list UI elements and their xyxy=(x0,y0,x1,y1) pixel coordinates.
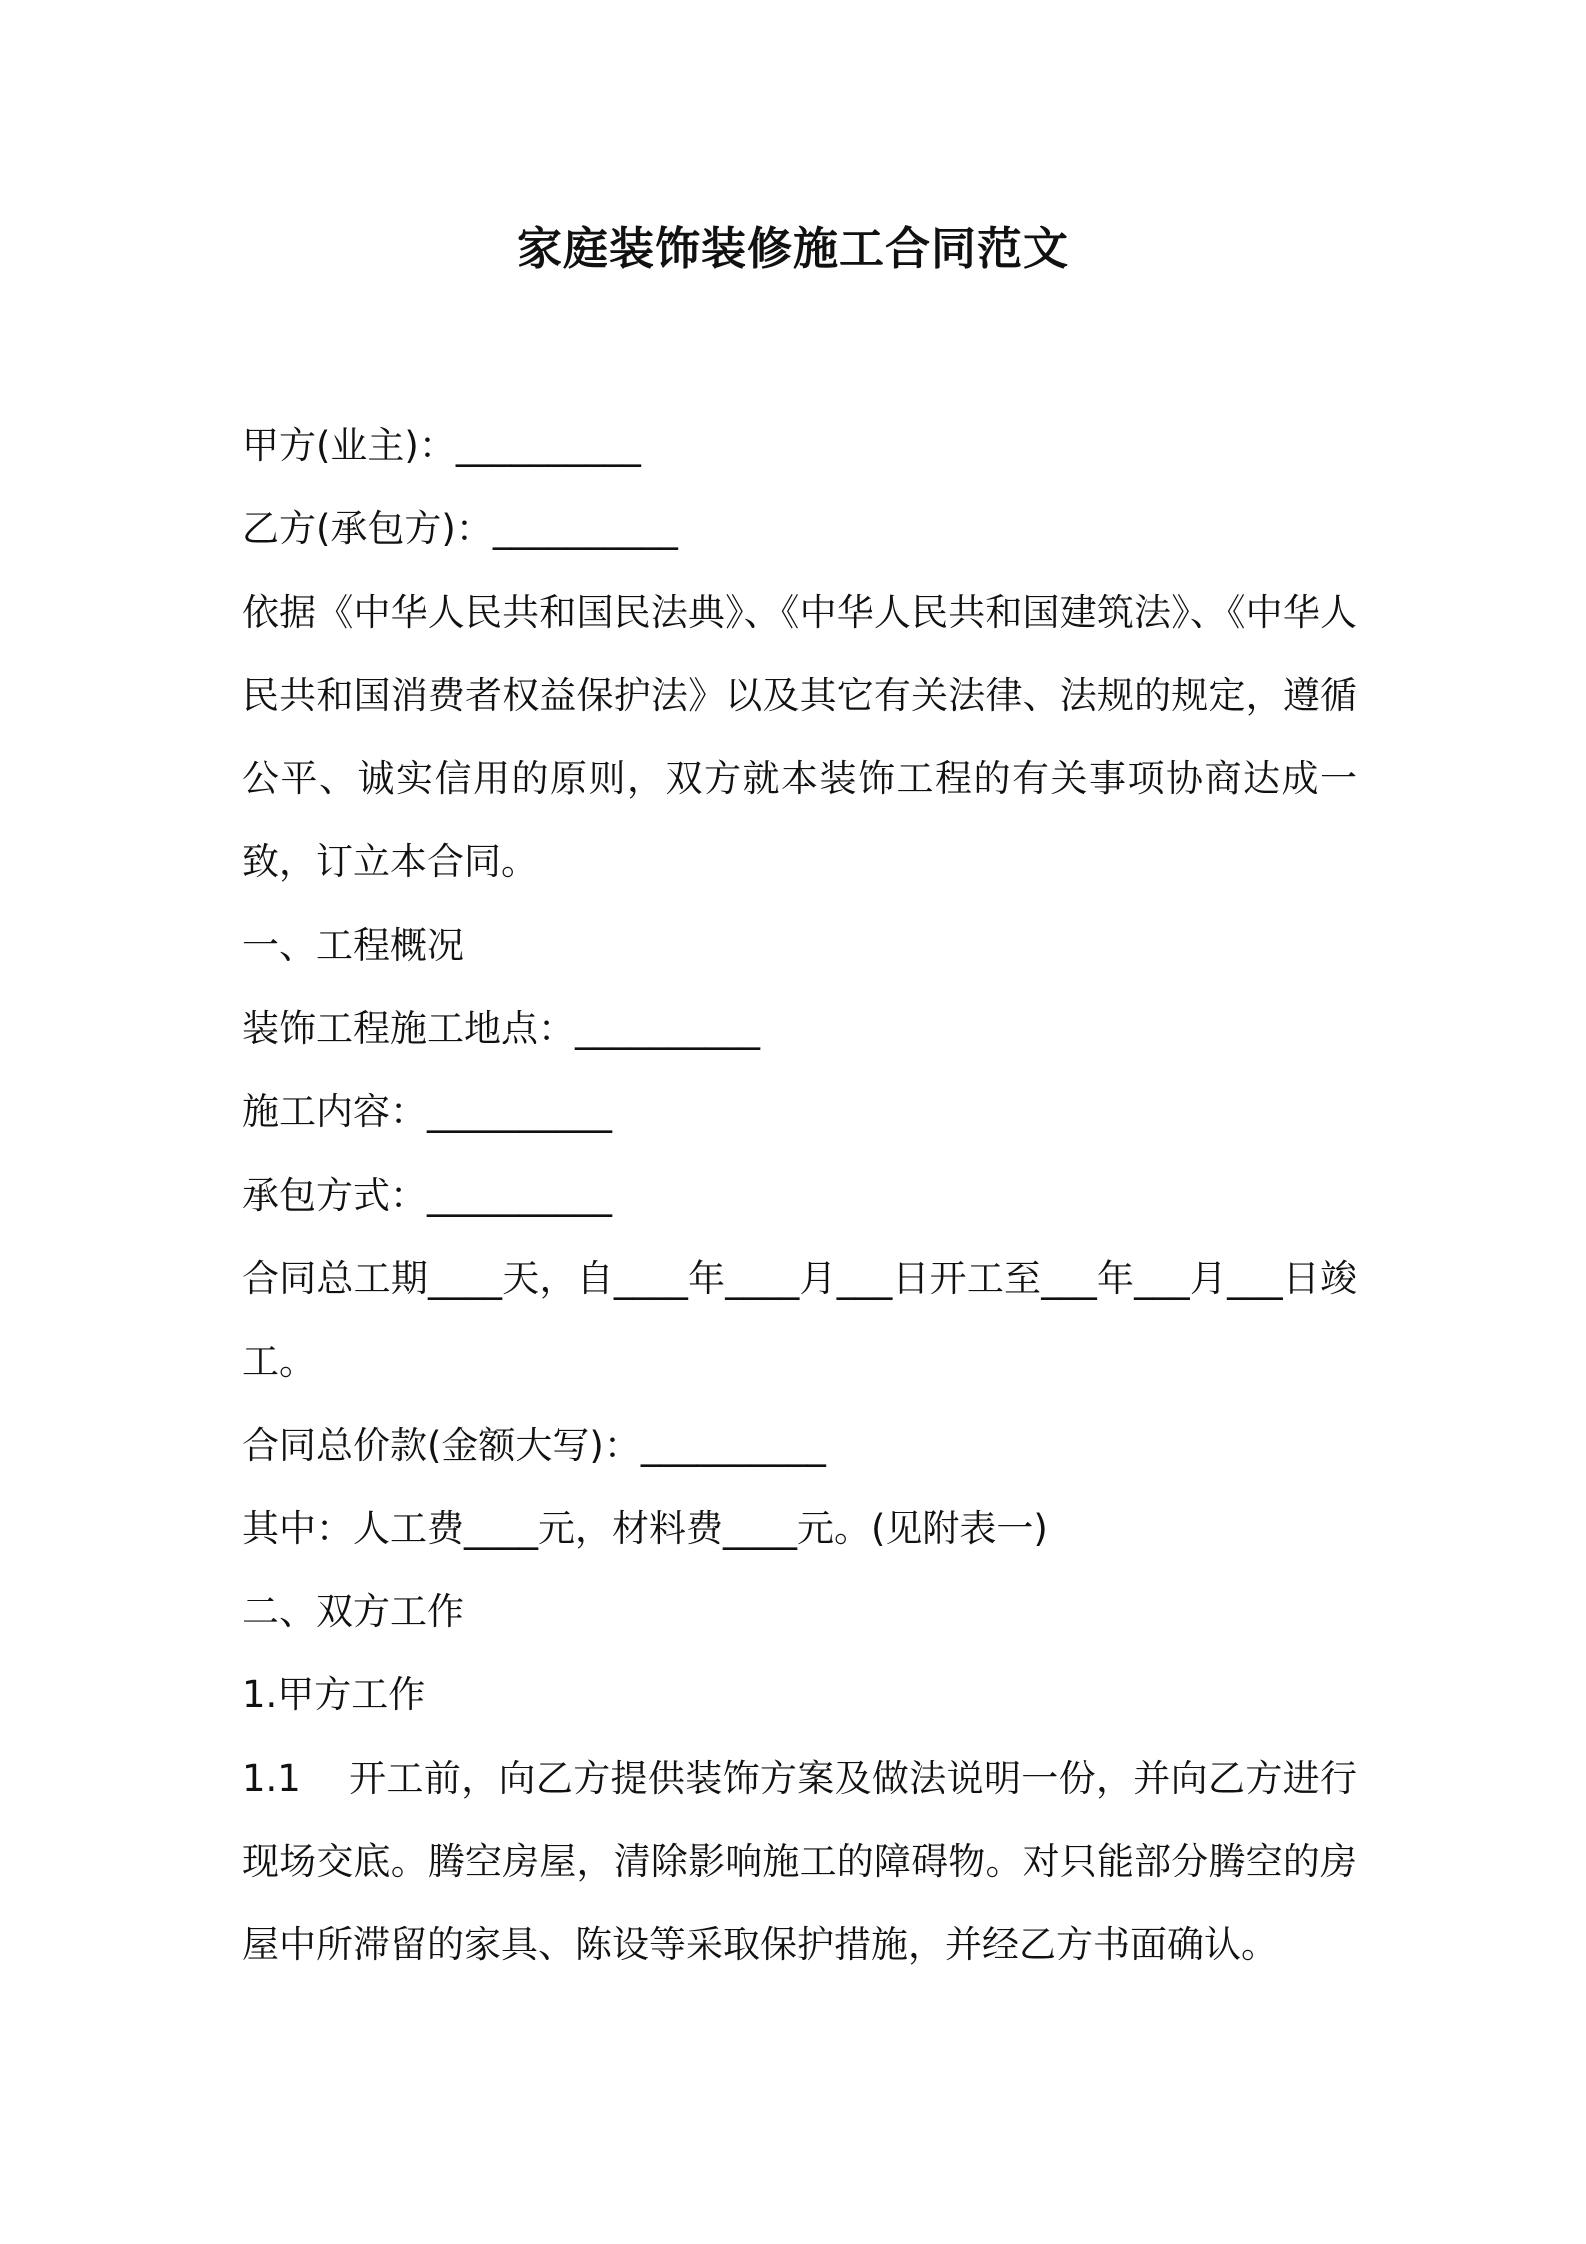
clause-1-1-number: 1.1 xyxy=(242,1756,301,1800)
total-price-line: 合同总价款(金额大写)：__________ xyxy=(242,1423,826,1467)
contract-method-line: 承包方式：__________ xyxy=(242,1173,612,1217)
document-body xyxy=(242,404,1357,1987)
preamble-paragraph: 依据《中华人民共和国民法典》、《中华人民共和国建筑法》、《中华人民共和国消费者权益保护法》以及其它有关法律、法规的规定，遵循公平、诚实信用的原则，双方就本装饰工程的有关事项协商达成一致，订立本合同。 xyxy=(242,590,1357,884)
document-title: 家庭装饰装修施工合同范文 xyxy=(516,222,1069,275)
contract-duration-paragraph: 合同总工期____天，自____年____月___日开工至___年___月___日竣工。 xyxy=(242,1256,1357,1384)
construction-content-line: 施工内容：__________ xyxy=(242,1090,612,1134)
section-2-heading: 二、双方工作 xyxy=(242,1590,464,1634)
clause-1-1-paragraph xyxy=(242,1737,1357,1987)
subsection-1-heading: 1.甲方工作 xyxy=(242,1673,426,1717)
party-b-line: 乙方(承包方)：__________ xyxy=(242,507,678,551)
construction-location-line: 装饰工程施工地点：__________ xyxy=(242,1007,760,1051)
price-breakdown-line: 其中：人工费____元，材料费____元。(见附表一) xyxy=(242,1506,1048,1550)
section-1-heading: 一、工程概况 xyxy=(242,923,464,967)
clause-1-1-text: 开工前，向乙方提供装饰方案及做法说明一份，并向乙方进行现场交底。腾空房屋，清除影响施工的障碍物。对只能部分腾空的房屋中所滞留的家具、陈设等采取保护措施，并经乙方书面确认。 xyxy=(242,1756,1357,1967)
party-a-line: 甲方(业主)：__________ xyxy=(242,424,641,467)
